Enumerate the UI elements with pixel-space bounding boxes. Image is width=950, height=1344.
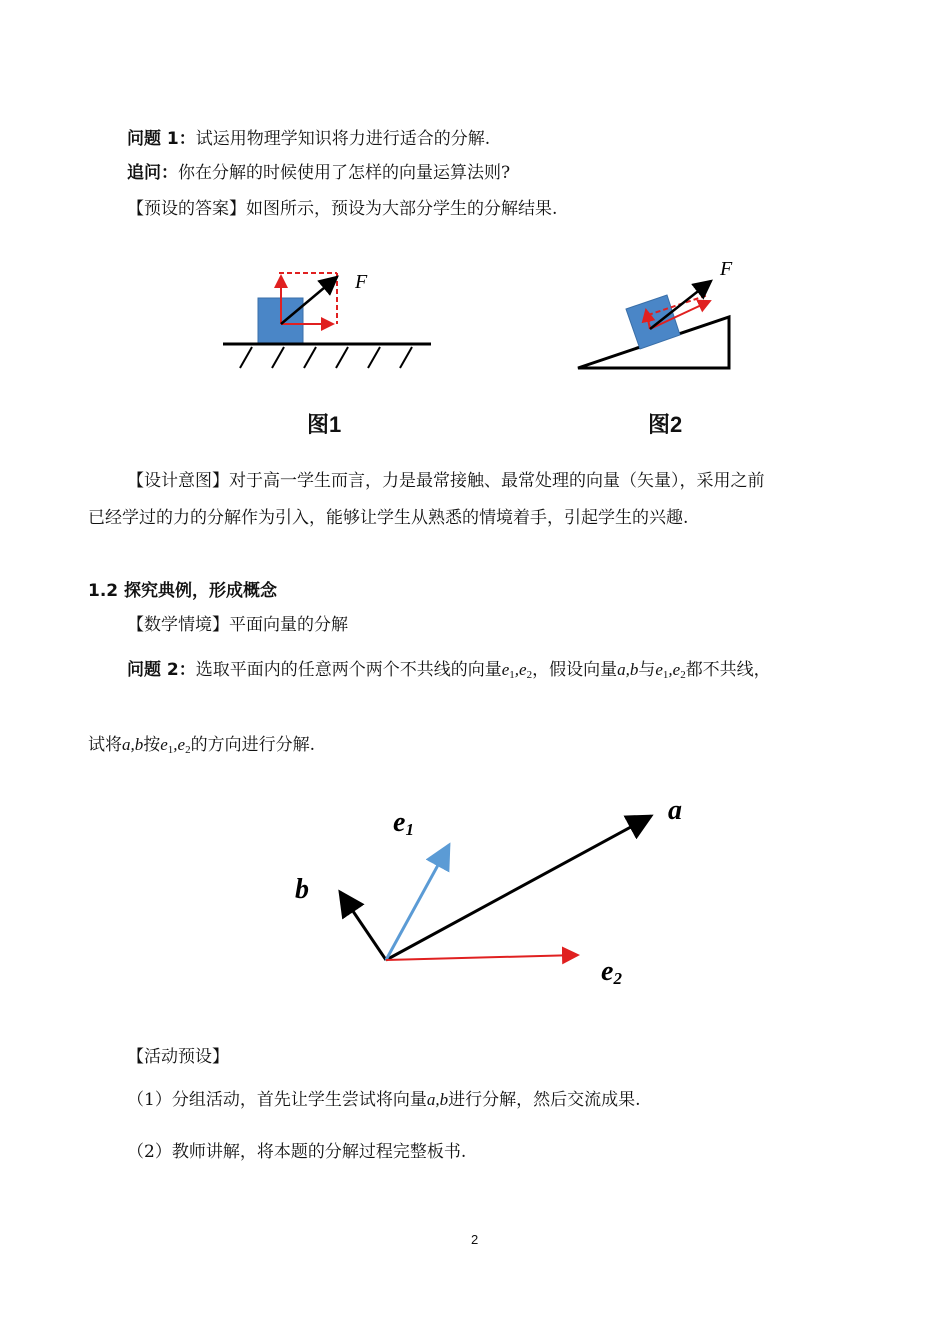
- force-label-1: F: [355, 271, 368, 293]
- page-number: 2: [471, 1232, 479, 1247]
- vector-e2: [386, 955, 578, 960]
- activity-item-1: （1）分组活动，首先让学生尝试将向量a,b进行分解，然后交流成果.: [127, 1090, 641, 1110]
- q1-label: 问题 1: [127, 129, 179, 149]
- figure-1-caption: 图1: [307, 412, 342, 437]
- followup-line: [127, 161, 510, 185]
- vector-b: [340, 892, 386, 960]
- section-title: 1.2 探究典例，形成概念: [88, 581, 278, 601]
- math-context: 【数学情境】平面向量的分解: [127, 615, 348, 635]
- q1-text: 试运用物理学知识将力进行适合的分解.: [195, 129, 491, 149]
- label-e2: e2: [601, 956, 622, 988]
- vector-e1-inline: $e_1$: [501, 660, 515, 681]
- q2-text-f: 按: [143, 735, 161, 755]
- vector-e2-inline: $e_2$: [519, 660, 533, 681]
- preset-answer: 【预设的答案】如图所示，预设为大部分学生的分解结果.: [127, 199, 558, 219]
- q2-text-c: 与: [638, 660, 656, 680]
- design-intent-line1: 【设计意图】对于高一学生而言，力是最常接触、最常处理的向量（矢量），采用之前: [127, 471, 765, 491]
- q1-colon: ：: [178, 129, 196, 149]
- q1-line: [127, 127, 490, 151]
- force-label-2: F: [720, 258, 733, 280]
- activity-title: 【活动预设】: [127, 1047, 229, 1067]
- vector-a-inline: a: [617, 660, 626, 679]
- followup-text: 你在分解的时候使用了怎样的向量运算法则?: [178, 163, 511, 183]
- q2-text-e: 试将: [88, 735, 122, 755]
- figure-2-caption: 图2: [648, 412, 683, 437]
- q2-text-d: 都不共线，: [685, 660, 771, 680]
- ground-hatching: [240, 347, 412, 368]
- q2-line1: 问题 2：选取平面内的任意两个两个不共线的向量$e_1,e_2$，假设向量a,b与$e_1,e_2$都不共线，: [127, 660, 771, 681]
- label-b: b: [295, 874, 309, 905]
- label-a: a: [668, 795, 682, 826]
- vector-b-inline: b: [629, 660, 639, 679]
- q2-text-a: 选取平面内的任意两个两个不共线的向量: [195, 660, 502, 680]
- label-e1: e1: [393, 807, 414, 839]
- q2-text-b: ，假设向量: [532, 660, 618, 680]
- figure-1-diagram: [215, 262, 440, 377]
- q2-label: 问题 2: [127, 660, 179, 680]
- followup-colon: ：: [161, 163, 178, 183]
- followup-label: 追问: [127, 163, 161, 183]
- activity-item-2: （2）教师讲解，将本题的分解过程完整板书.: [127, 1142, 467, 1162]
- block-2: [626, 295, 680, 349]
- vector-figure: [285, 785, 705, 995]
- q2-colon: ：: [178, 660, 196, 680]
- design-intent-line2: 已经学过的力的分解作为引入，能够让学生从熟悉的情境着手，引起学生的兴趣.: [88, 508, 689, 528]
- figure-2-diagram: [570, 255, 745, 375]
- q2-text-g: 的方向进行分解.: [190, 735, 315, 755]
- q2-line2: 试将a,b按$e_1,e_2$的方向进行分解.: [88, 735, 315, 756]
